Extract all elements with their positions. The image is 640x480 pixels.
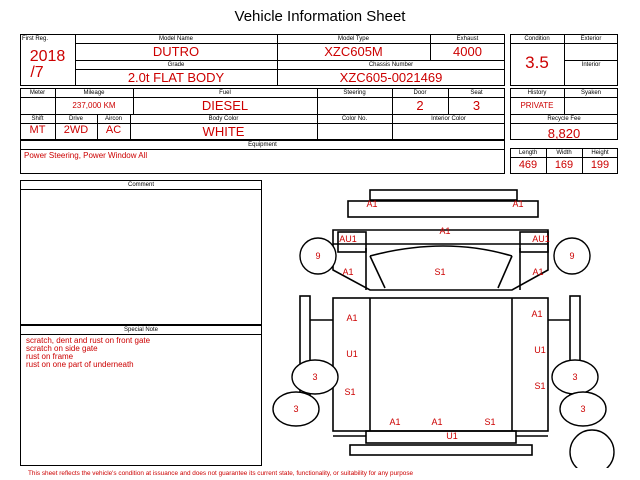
- footer-disclaimer: This sheet reflects the vehicle's condition at issuance and does not guarantee its current state, functionality, or suitability for any purpose: [28, 470, 414, 477]
- mark-top-right: A1: [512, 199, 524, 209]
- drive-value: 2WD: [63, 124, 89, 136]
- interior-color-label: Interior Color: [431, 116, 466, 122]
- chassis-value: XZC605-0021469: [339, 70, 443, 85]
- mark-bed-right-s: S1: [534, 381, 546, 391]
- comment-label: Comment: [127, 182, 154, 188]
- height-label: Height: [591, 150, 609, 156]
- mark-bed-left-a: A1: [346, 313, 358, 323]
- equipment-value: Power Steering, Power Window All: [24, 151, 148, 160]
- recycle-fee-label: Recycle Fee: [547, 116, 581, 122]
- mark-windshield: S1: [434, 267, 446, 277]
- mark-rear-1: A1: [389, 417, 401, 427]
- mark-wheel-fr: 9: [569, 251, 575, 261]
- mark-hood: A1: [439, 226, 451, 236]
- fuel-label: Fuel: [219, 90, 231, 96]
- history-value: PRIVATE: [520, 101, 554, 110]
- page-title: Vehicle Information Sheet: [234, 8, 406, 25]
- length-label: Length: [518, 150, 538, 156]
- exterior-label: Exterior: [580, 36, 602, 42]
- special-note-list: [26, 337, 150, 369]
- steering-label: Steering: [343, 90, 366, 96]
- color-no-label: Color No.: [341, 116, 368, 122]
- shift-value: MT: [29, 124, 46, 136]
- note-line: scratch, dent and rust on front gate: [26, 336, 151, 345]
- first-reg-label: First Reg.: [21, 36, 48, 42]
- seat-value: 3: [472, 98, 481, 113]
- mark-bed-left-u: U1: [346, 349, 358, 359]
- mark-door-right: A1: [532, 267, 544, 277]
- note-line: scratch on side gate: [26, 344, 98, 353]
- interior-label: Interior: [581, 62, 601, 68]
- length-value: 469: [518, 159, 538, 171]
- mileage-label: Mileage: [83, 90, 105, 96]
- chassis-label: Chassis Number: [368, 62, 414, 68]
- mark-rear-2: A1: [431, 417, 443, 427]
- model-type-label: Model Type: [338, 36, 369, 42]
- grade-label: Grade: [167, 62, 185, 68]
- drive-label: Drive: [68, 116, 83, 122]
- exhaust-value: 4000: [453, 44, 482, 59]
- recycle-fee-value: 8,820: [547, 126, 581, 141]
- mark-rear-3: U1: [446, 431, 458, 441]
- mark-bed-right-u: U1: [534, 345, 546, 355]
- mark-wheel-fl: 9: [315, 251, 321, 261]
- meter-label: Meter: [29, 90, 46, 96]
- special-note-label: Special Note: [123, 327, 159, 333]
- note-line: rust on frame: [26, 352, 74, 361]
- mark-wheel-rl: 3: [312, 372, 318, 382]
- body-color-value: WHITE: [202, 124, 245, 139]
- aircon-label: Aircon: [104, 116, 122, 122]
- syaken-label: Syaken: [580, 90, 601, 96]
- first-reg-month: /7: [30, 64, 44, 81]
- door-value: 2: [416, 98, 424, 113]
- mark-door-left: A1: [342, 267, 354, 277]
- door-label: Door: [413, 90, 427, 96]
- mark-wheel-rr: 3: [572, 372, 578, 382]
- comment-box: [20, 180, 262, 325]
- first-reg-year: 2018: [29, 48, 66, 65]
- mark-wheel-rr2: 3: [580, 404, 586, 414]
- equipment-label: Equipment: [248, 142, 277, 148]
- body-color-label: Body Color: [208, 116, 239, 122]
- seat-label: Seat: [470, 90, 483, 96]
- width-label: Width: [556, 150, 572, 156]
- mark-front-right: AU1: [532, 234, 550, 244]
- mark-top-left: A1: [366, 199, 378, 209]
- fuel-value: DIESEL: [201, 98, 249, 113]
- truck-damage-diagram: [262, 178, 640, 468]
- shift-label: Shift: [31, 116, 44, 122]
- mark-front-left: AU1: [339, 234, 357, 244]
- history-label: History: [527, 90, 547, 96]
- condition-label: Condition: [524, 36, 550, 42]
- grade-value: 2.0t FLAT BODY: [127, 70, 225, 85]
- width-value: 169: [554, 159, 574, 171]
- exhaust-label: Exhaust: [456, 36, 479, 42]
- model-name-label: Model Name: [158, 36, 193, 42]
- mark-rear-4: S1: [484, 417, 496, 427]
- condition-value: 3.5: [525, 53, 549, 72]
- mileage-value: 237,000 KM: [72, 101, 116, 110]
- model-type-value: XZC605M: [324, 44, 383, 59]
- mark-bed-right-a: A1: [531, 309, 543, 319]
- aircon-value: AC: [105, 124, 122, 136]
- mark-bed-left-s: S1: [344, 387, 356, 397]
- model-name-value: DUTRO: [152, 44, 200, 59]
- height-value: 199: [590, 159, 610, 171]
- mark-wheel-rl2: 3: [293, 404, 299, 414]
- note-line: rust on one part of underneath: [26, 360, 134, 369]
